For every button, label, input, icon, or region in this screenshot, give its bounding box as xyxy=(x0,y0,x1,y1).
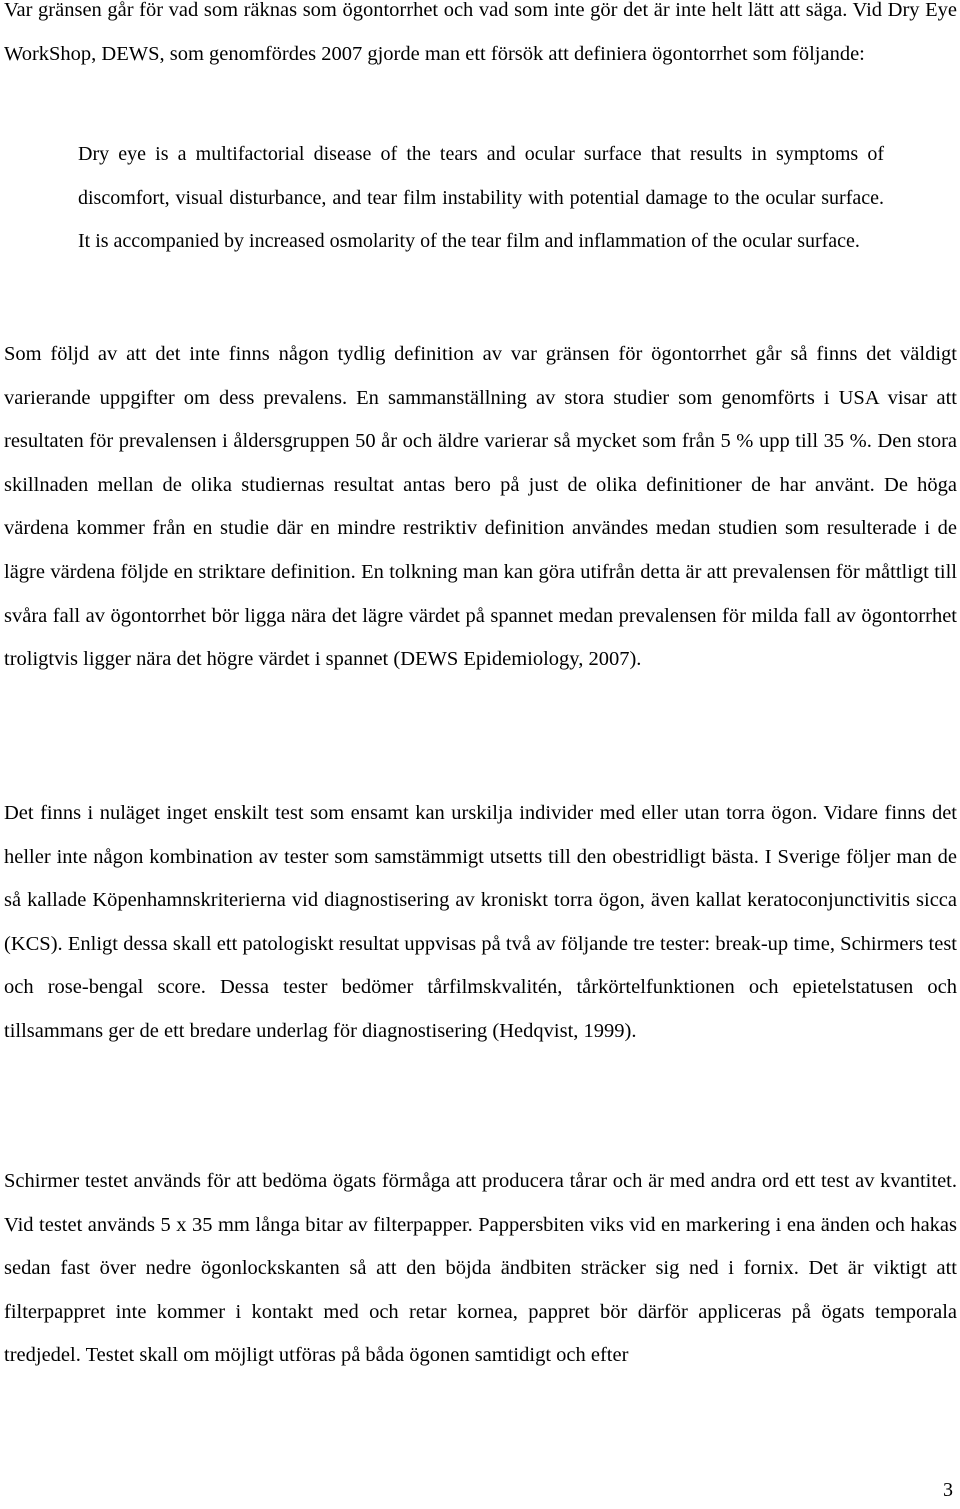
document-page xyxy=(4,0,957,1509)
diagnosis-paragraph: Det finns i nuläget inget enskilt test som ensamt kan urskilja individer med eller utan torra ögon. Vidare finns det heller inte någon kombination av tester som samstämmigt utsetts till den obestridligt bästa. I Sverige följer man de så kallade Köpenhamnskriterierna vid diagnostisering av kroniskt torra ögon, även kallat keratoconjunctivitis sicca (KCS). Enligt dessa skall ett patologiskt resultat uppvisas på två av följande tre tester: break-up time, Schirmers test och rose-bengal score. Dessa tester bedömer tårfilmskvalitén, tårkörtelfunktionen och epietelstatusen och tillsammans ger de ett bredare underlag för diagnostisering (Hedqvist, 1999). xyxy=(4,802,957,1042)
prevalence-paragraph: Som följd av att det inte finns någon tydlig definition av var gränsen för ögontorrhet går så finns det väldigt varierande uppgifter om dess prevalens. En sammanställning av stora studier som genomförts i USA visar att resultaten för prevalensen i åldersgruppen 50 år och äldre varierar så mycket som från 5 % upp till 35 %. Den stora skillnaden mellan de olika studiernas resultat antas bero på just de olika definitioner de har använt. De höga värdena kommer från en studie där en mindre restriktiv definition användes medan studien som resulterade i de lägre värdena följde en striktare definition. En tolkning man kan göra utifrån detta är att prevalensen för måttligt till svåra fall av ögontorrhet bör ligga nära det lägre värdet på spannet medan prevalensen för milda fall av ögontorrhet troligtvis ligger nära det högre värdet i spannet (DEWS Epidemiology, 2007). xyxy=(4,343,957,671)
schirmer-test-paragraph: Schirmer testet används för att bedöma ögats förmåga att producera tårar och är med andra ord ett test av kvantitet. Vid testet används 5 x 35 mm långa bitar av filterpapper. Pappersbiten viks vid en markering i ena änden och hakas sedan fast över nedre ögonlockskanten så att den böjda ändbiten sträcker sig ned i fornix. Det är viktigt att filterpappret inte kommer i kontakt med och retar kornea, pappret bör därför appliceras på ögats temporala tredjedel. Testet skall om möjligt utföras på båda ögonen samtidigt och efter xyxy=(4,1170,957,1367)
page-number: 3 xyxy=(943,1479,953,1501)
intro-paragraph: Var gränsen går för vad som räknas som ögontorrhet och vad som inte gör det är inte helt lätt att säga. Vid Dry Eye WorkShop, DEWS, som genomfördes 2007 gjorde man ett försök att definiera ögontorrhet som följande: xyxy=(4,0,957,65)
dews-definition-quote: Dry eye is a multifactorial disease of the tears and ocular surface that results in symptoms of discomfort, visual disturbance, and tear film instability with potential damage to the ocular surface. It is accompanied by increased osmolarity of the tear film and inflammation of the ocular surface. xyxy=(78,143,884,253)
